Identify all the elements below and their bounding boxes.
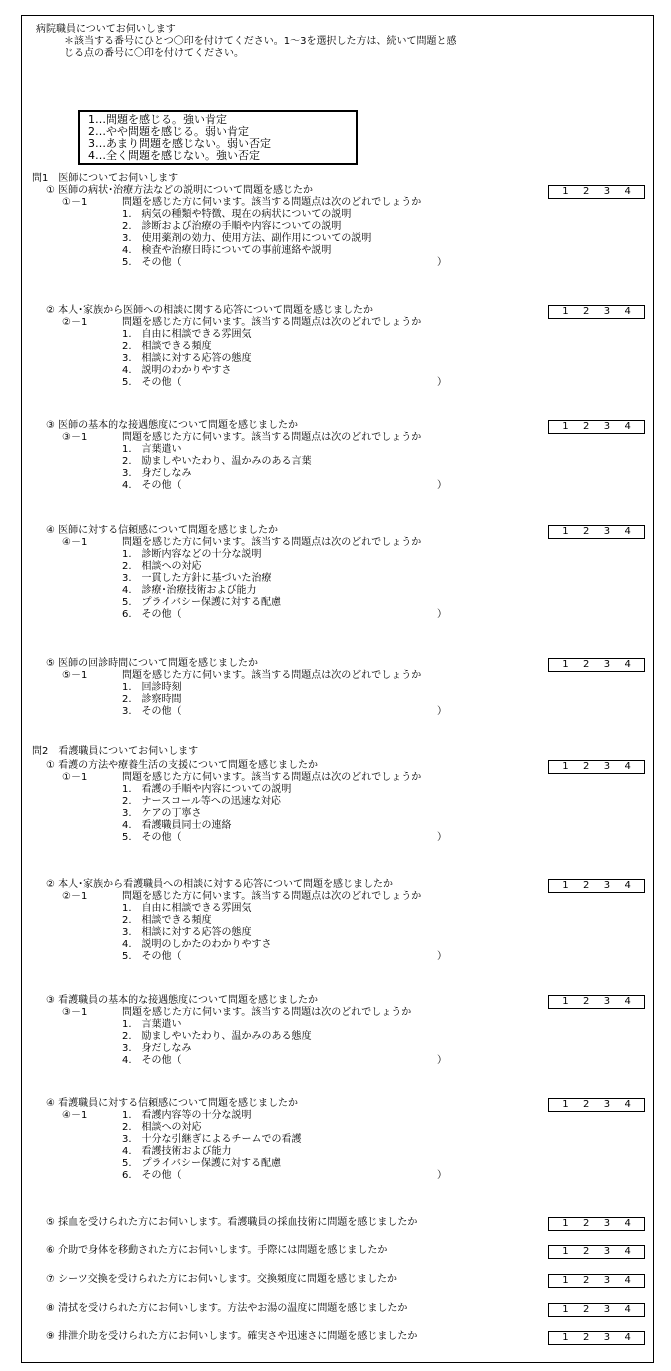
q1-4-option[interactable]: 6. その他（ bbox=[122, 609, 182, 620]
q1-1-option[interactable]: 3. 使用薬剤の効力、使用方法、副作用についての説明 bbox=[122, 233, 372, 244]
q1-2-option[interactable]: 1. 自由に相談できる雰囲気 bbox=[122, 329, 252, 340]
rating-option-3[interactable]: 3 bbox=[603, 306, 611, 317]
q2-2-option[interactable]: 3. 相談に対する応答の態度 bbox=[122, 927, 252, 938]
q2-3-option[interactable]: 1. 言葉遣い bbox=[122, 1019, 182, 1030]
q2-2-option[interactable]: 1. 自由に相談できる雰囲気 bbox=[122, 903, 252, 914]
q2-1-option[interactable]: 3. ケアの丁寧さ bbox=[122, 808, 202, 819]
q1-4-option[interactable]: 5. プライバシー保護に対する配慮 bbox=[122, 597, 282, 608]
section-q1-title: 問1 医師についてお伺いします bbox=[32, 173, 179, 184]
rating-option-1[interactable]: 1 bbox=[562, 880, 569, 891]
rating-option-2[interactable]: 2 bbox=[582, 421, 590, 432]
rating-option-3[interactable]: 3 bbox=[603, 1275, 611, 1286]
q2-1-sub-number: ①－1 bbox=[62, 772, 88, 783]
rating-option-1[interactable]: 1 bbox=[562, 996, 569, 1007]
q2-2-sub-number: ②－1 bbox=[62, 891, 88, 902]
intro-title: 病院職員についてお伺いします bbox=[36, 24, 176, 35]
rating-option-4[interactable]: 4 bbox=[624, 306, 631, 317]
q1-5-sub-number: ⑤－1 bbox=[62, 670, 88, 681]
rating-option-3[interactable]: 3 bbox=[603, 761, 611, 772]
q2-4-option[interactable]: 1. 看護内容等の十分な説明 bbox=[122, 1110, 252, 1121]
close-paren: ） bbox=[437, 951, 447, 962]
rating-option-1[interactable]: 1 bbox=[562, 421, 569, 432]
q2-6-question: ⑥ 介助で身体を移動された方にお伺いします。手際には問題を感じましたか bbox=[46, 1245, 388, 1256]
q1-2-option[interactable]: 2. 相談できる頻度 bbox=[122, 341, 212, 352]
q1-4-sub-number: ④－1 bbox=[62, 537, 88, 548]
q1-2-option[interactable]: 4. 説明のわかりやすさ bbox=[122, 365, 232, 376]
q2-2-option[interactable]: 2. 相談できる頻度 bbox=[122, 915, 212, 926]
rating-option-2[interactable]: 2 bbox=[582, 659, 590, 670]
q1-1-option[interactable]: 1. 病気の種類や特徴、現在の病状についての説明 bbox=[122, 209, 352, 220]
q1-3-option[interactable]: 3. 身だしなみ bbox=[122, 468, 192, 479]
q1-1-option[interactable]: 4. 検査や治療日時についての事前連絡や説明 bbox=[122, 245, 332, 256]
rating-box-q1-5[interactable] bbox=[548, 658, 645, 672]
rating-option-2[interactable]: 2 bbox=[582, 1218, 590, 1229]
q1-2-sub-number: ②－1 bbox=[62, 317, 88, 328]
q2-1-option[interactable]: 4. 看護職員同士の連絡 bbox=[122, 820, 232, 831]
rating-box-q1-3[interactable] bbox=[548, 420, 645, 434]
rating-option-4[interactable]: 4 bbox=[624, 186, 631, 197]
q2-1-option[interactable]: 2. ナースコール等への迅速な対応 bbox=[122, 796, 281, 807]
rating-option-4[interactable]: 4 bbox=[624, 526, 631, 537]
rating-option-3[interactable]: 3 bbox=[603, 1218, 611, 1229]
q2-4-option[interactable]: 4. 看護技術および能力 bbox=[122, 1146, 232, 1157]
intro-instruction-line-1: ＊該当する番号にひとつ〇印を付けてください。1～3を選択した方は、続いて問題と感 bbox=[64, 36, 457, 47]
rating-option-1[interactable]: 1 bbox=[562, 1218, 569, 1229]
section-q2-title: 問2 看護職員についてお伺いします bbox=[32, 746, 199, 757]
rating-option-1[interactable]: 1 bbox=[562, 1304, 569, 1315]
q1-5-option[interactable]: 1. 回診時刻 bbox=[122, 682, 182, 693]
rating-box-q2-9[interactable] bbox=[548, 1331, 645, 1345]
q2-3-sub-prompt: 問題を感じた方に伺います。該当する問題は次のどれでしょうか bbox=[122, 1007, 412, 1018]
close-paren: ） bbox=[437, 1170, 447, 1181]
rating-option-4[interactable]: 4 bbox=[624, 1275, 631, 1286]
q1-1-sub-number: ①－1 bbox=[62, 197, 88, 208]
legend-item: 1…問題を感じる。強い肯定 bbox=[88, 113, 227, 126]
q2-4-option[interactable]: 3. 十分な引継ぎによるチームでの看護 bbox=[122, 1134, 302, 1145]
rating-option-2[interactable]: 2 bbox=[582, 761, 590, 772]
rating-box-q2-7[interactable] bbox=[548, 1274, 645, 1288]
rating-legend bbox=[78, 110, 358, 165]
rating-option-3[interactable]: 3 bbox=[603, 1099, 611, 1110]
rating-option-1[interactable]: 1 bbox=[562, 186, 569, 197]
rating-box-q2-1[interactable] bbox=[548, 760, 645, 774]
rating-box-q1-1[interactable] bbox=[548, 185, 645, 199]
rating-option-2[interactable]: 2 bbox=[582, 1246, 590, 1257]
q2-4-option[interactable]: 2. 相談への対応 bbox=[122, 1122, 202, 1133]
rating-option-2[interactable]: 2 bbox=[582, 1099, 590, 1110]
q1-5-question: ⑤ 医師の回診時間について問題を感じましたか bbox=[46, 658, 258, 669]
q1-1-option[interactable]: 2. 診断および治療の手順や内容についての説明 bbox=[122, 221, 342, 232]
rating-box-q1-2[interactable] bbox=[548, 305, 645, 319]
rating-option-3[interactable]: 3 bbox=[603, 996, 611, 1007]
rating-option-4[interactable]: 4 bbox=[624, 761, 631, 772]
rating-option-2[interactable]: 2 bbox=[582, 186, 590, 197]
rating-option-3[interactable]: 3 bbox=[603, 526, 611, 537]
q1-4-option[interactable]: 4. 診療･治療技術および能力 bbox=[122, 585, 257, 596]
rating-option-1[interactable]: 1 bbox=[562, 1099, 569, 1110]
rating-option-4[interactable]: 4 bbox=[624, 1332, 631, 1343]
intro-instruction-line-2: じる点の番号に〇印を付けてください。 bbox=[64, 48, 244, 59]
q2-1-sub-prompt: 問題を感じた方に伺います。該当する問題点は次のどれでしょうか bbox=[122, 772, 422, 783]
rating-option-2[interactable]: 2 bbox=[582, 526, 590, 537]
rating-box-q2-6[interactable] bbox=[548, 1245, 645, 1259]
q2-4-option[interactable]: 5. プライバシー保護に対する配慮 bbox=[122, 1158, 282, 1169]
rating-option-1[interactable]: 1 bbox=[562, 526, 569, 537]
q2-3-option[interactable]: 2. 励ましやいたわり、温かみのある態度 bbox=[122, 1031, 312, 1042]
rating-option-2[interactable]: 2 bbox=[582, 306, 590, 317]
q2-4-sub-number: ④－1 bbox=[62, 1110, 88, 1121]
rating-option-4[interactable]: 4 bbox=[624, 996, 631, 1007]
q1-4-question: ④ 医師に対する信頼感について問題を感じましたか bbox=[46, 525, 278, 536]
q2-3-question: ③ 看護職員の基本的な接遇態度について問題を感じましたか bbox=[46, 995, 318, 1006]
rating-box-q2-4[interactable] bbox=[548, 1098, 645, 1112]
rating-option-4[interactable]: 4 bbox=[624, 880, 631, 891]
rating-option-2[interactable]: 2 bbox=[582, 1275, 590, 1286]
rating-option-4[interactable]: 4 bbox=[624, 1304, 631, 1315]
rating-option-1[interactable]: 1 bbox=[562, 1246, 569, 1257]
q1-1-option[interactable]: 5. その他（ bbox=[122, 257, 182, 268]
legend-item: 3…あまり問題を感じない。弱い否定 bbox=[88, 137, 271, 150]
q2-3-option[interactable]: 4. その他（ bbox=[122, 1055, 182, 1066]
q2-2-question: ② 本人･家族から看護職員への相談に対する応答について問題を感じましたか bbox=[46, 879, 393, 890]
q1-3-sub-prompt: 問題を感じた方に伺います。該当する問題点は次のどれでしょうか bbox=[122, 432, 422, 443]
rating-option-1[interactable]: 1 bbox=[562, 659, 569, 670]
q1-2-question: ② 本人･家族から医師への相談に関する応答について問題を感じましたか bbox=[46, 305, 373, 316]
rating-option-2[interactable]: 2 bbox=[582, 996, 590, 1007]
rating-option-3[interactable]: 3 bbox=[603, 880, 611, 891]
close-paren: ） bbox=[437, 706, 447, 717]
q2-9-question: ⑨ 排泄介助を受けられた方にお伺いします。確実さや迅速さに問題を感じましたか bbox=[46, 1331, 418, 1342]
rating-box-q1-4[interactable] bbox=[548, 525, 645, 539]
q2-8-question: ⑧ 清拭を受けられた方にお伺いします。方法やお湯の温度に問題を感じましたか bbox=[46, 1303, 408, 1314]
rating-option-3[interactable]: 3 bbox=[603, 1304, 611, 1315]
q2-1-question: ① 看護の方法や療養生活の支援について問題を感じましたか bbox=[46, 760, 318, 771]
close-paren: ） bbox=[437, 480, 447, 491]
rating-option-4[interactable]: 4 bbox=[624, 1099, 631, 1110]
q1-4-option[interactable]: 1. 診断内容などの十分な説明 bbox=[122, 549, 262, 560]
q1-5-option[interactable]: 3. その他（ bbox=[122, 706, 182, 717]
rating-option-3[interactable]: 3 bbox=[603, 1332, 611, 1343]
q2-4-option[interactable]: 6. その他（ bbox=[122, 1170, 182, 1181]
legend-item: 4…全く問題を感じない。強い否定 bbox=[88, 149, 260, 162]
q2-2-option[interactable]: 4. 説明のしかたのわかりやすさ bbox=[122, 939, 272, 950]
close-paren: ） bbox=[437, 1055, 447, 1066]
close-paren: ） bbox=[437, 257, 447, 268]
close-paren: ） bbox=[437, 832, 447, 843]
q1-3-question: ③ 医師の基本的な接遇態度について問題を感じましたか bbox=[46, 420, 298, 431]
q2-2-sub-prompt: 問題を感じた方に伺います。該当する問題点は次のどれでしょうか bbox=[122, 891, 422, 902]
q1-2-sub-prompt: 問題を感じた方に伺います。該当する問題点は次のどれでしょうか bbox=[122, 317, 422, 328]
rating-option-3[interactable]: 3 bbox=[603, 421, 611, 432]
q1-1-sub-prompt: 問題を感じた方に伺います。該当する問題点は次のどれでしょうか bbox=[122, 197, 422, 208]
rating-option-1[interactable]: 1 bbox=[562, 1275, 569, 1286]
close-paren: ） bbox=[437, 609, 447, 620]
q1-3-option[interactable]: 2. 励ましやいたわり、温かみのある言葉 bbox=[122, 456, 312, 467]
q2-5-question: ⑤ 採血を受けられた方にお伺いします。看護職員の採血技術に問題を感じましたか bbox=[46, 1217, 418, 1228]
rating-box-q2-8[interactable] bbox=[548, 1303, 645, 1317]
q2-3-option[interactable]: 3. 身だしなみ bbox=[122, 1043, 192, 1054]
q2-7-question: ⑦ シーツ交換を受けられた方にお伺いします。交換頻度に問題を感じましたか bbox=[46, 1274, 397, 1285]
rating-box-q2-5[interactable] bbox=[548, 1217, 645, 1231]
rating-option-4[interactable]: 4 bbox=[624, 1246, 631, 1257]
q2-1-option[interactable]: 5. その他（ bbox=[122, 832, 182, 843]
q2-1-option[interactable]: 1. 看護の手順や内容についての説明 bbox=[122, 784, 292, 795]
rating-option-2[interactable]: 2 bbox=[582, 880, 590, 891]
rating-option-1[interactable]: 1 bbox=[562, 1332, 569, 1343]
q1-4-option[interactable]: 3. 一貫した方針に基づいた治療 bbox=[122, 573, 272, 584]
q1-2-option[interactable]: 3. 相談に対する応答の態度 bbox=[122, 353, 252, 364]
q1-3-sub-number: ③－1 bbox=[62, 432, 88, 443]
legend-item: 2…やや問題を感じる。弱い肯定 bbox=[88, 125, 249, 138]
rating-option-2[interactable]: 2 bbox=[582, 1332, 590, 1343]
rating-option-1[interactable]: 1 bbox=[562, 761, 569, 772]
rating-option-3[interactable]: 3 bbox=[603, 1246, 611, 1257]
q1-4-sub-prompt: 問題を感じた方に伺います。該当する問題点は次のどれでしょうか bbox=[122, 537, 422, 548]
close-paren: ） bbox=[437, 377, 447, 388]
rating-option-1[interactable]: 1 bbox=[562, 306, 569, 317]
rating-option-2[interactable]: 2 bbox=[582, 1304, 590, 1315]
q1-5-option[interactable]: 2. 診察時間 bbox=[122, 694, 182, 705]
q1-3-option[interactable]: 1. 言葉遣い bbox=[122, 444, 182, 455]
rating-option-4[interactable]: 4 bbox=[624, 1218, 631, 1229]
q2-3-sub-number: ③－1 bbox=[62, 1007, 88, 1018]
q2-4-question: ④ 看護職員に対する信頼感について問題を感じましたか bbox=[46, 1098, 298, 1109]
q1-3-option[interactable]: 4. その他（ bbox=[122, 480, 182, 491]
rating-option-3[interactable]: 3 bbox=[603, 186, 611, 197]
q1-2-option[interactable]: 5. その他（ bbox=[122, 377, 182, 388]
rating-option-3[interactable]: 3 bbox=[603, 659, 611, 670]
rating-box-q2-3[interactable] bbox=[548, 995, 645, 1009]
rating-option-4[interactable]: 4 bbox=[624, 659, 631, 670]
q1-5-sub-prompt: 問題を感じた方に伺います。該当する問題点は次のどれでしょうか bbox=[122, 670, 422, 681]
rating-box-q2-2[interactable] bbox=[548, 879, 645, 893]
q2-2-option[interactable]: 5. その他（ bbox=[122, 951, 182, 962]
q1-1-question: ① 医師の病状･治療方法などの説明について問題を感じたか bbox=[46, 185, 313, 196]
q1-4-option[interactable]: 2. 相談への対応 bbox=[122, 561, 202, 572]
rating-option-4[interactable]: 4 bbox=[624, 421, 631, 432]
